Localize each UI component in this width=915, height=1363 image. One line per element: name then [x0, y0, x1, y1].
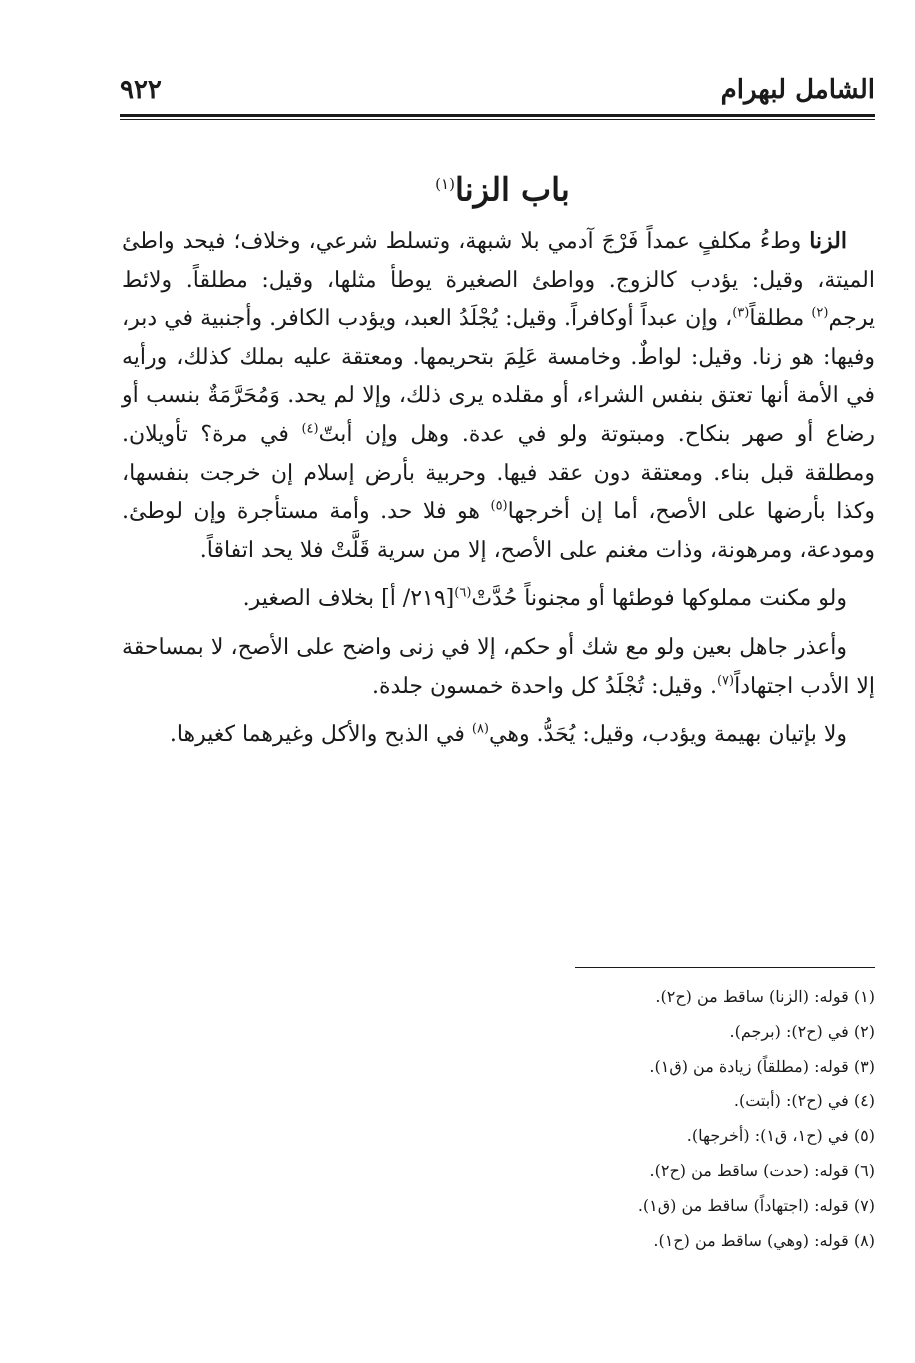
footnote: (٧) قوله: (اجتهاداً) ساقط من (ق١). [637, 1195, 875, 1215]
paragraph-lead-word: الزنا [809, 228, 847, 254]
footnote-ref: (٢) [811, 305, 829, 321]
footnote-separator [575, 967, 875, 968]
header-rule-thin [120, 119, 875, 120]
footnotes [300, 980, 875, 1258]
text-run: في الذبح والأكل وغيرهما كغيرها. [169, 722, 472, 748]
footnote: (٢) في (ح٢): (برجم). [729, 1021, 875, 1041]
footnote: (٨) قوله: (وهي) ساقط من (ح١). [653, 1230, 875, 1250]
footnote: (٣) قوله: (مطلقاً) زيادة من (ق١). [649, 1056, 875, 1076]
footnote-ref: (٥) [490, 498, 508, 514]
text-run: ، وإن عبداً أوكافراً. وقيل: يُجْلَدُ العبد، ويؤدب الكافر. وأجنبية في دبر، وفيها: هو زنا. وقيل: لواطٌ. وخامسة عَلِمَ بتحريمها. ومعتقة عليه بملك كذلك، ورأيه في الأمة أنها تعتق بنفس الشراء، أو مقلده يرى ذلك، وإلا لم يحد. وَمُحَرَّمَةٌ بنسب أو رضاع أو صهر بنكاح. ومبتوتة ولو في عدة. وهل وإن أبتّ [122, 306, 875, 447]
footnote: (٥) في (ح١، ق١): (أخرجها). [686, 1126, 875, 1146]
main-text [122, 222, 875, 765]
paragraph [122, 580, 875, 619]
footnote-ref: (٤) [301, 421, 319, 437]
header-rule [120, 114, 875, 117]
running-title: الشامل لبهرام [720, 75, 875, 105]
footnote: (٤) في (ح٢): (أبتت). [733, 1091, 875, 1111]
paragraph [122, 222, 875, 570]
footnote-ref: (٣) [732, 305, 750, 321]
footnote-ref: (١) [435, 175, 455, 193]
text-run: ولا بإتيان بهيمة ويؤدب، وقيل: يُحَدُّ. وهي [489, 722, 847, 748]
footnote: (٦) قوله: (حدت) ساقط من (ح٢). [649, 1160, 875, 1180]
footnote-ref: (٧) [716, 673, 735, 689]
text-run: مطلقاً [749, 306, 812, 332]
text-run: وطءُ مكلفٍ عمداً فَرْجَ آدمي بلا شبهة، وتسلط شرعي، وخلاف؛ فيحد واطئ الميتة، وقيل: يؤدب كالزوج. وواطئ الصغيرة يوطأ مثلها، وقيل: مطلقاً. ولائط يرجم [122, 229, 875, 332]
paragraph [122, 629, 875, 706]
text-run: هو فلا حد. وأمة مستأجرة وإن لوطئ. ومودعة، ومرهونة، وذات مغنم على الأصح، إلا من سرية قَلَّتْ فلا يحد اتفاقاً. [122, 499, 875, 563]
page-header [120, 70, 875, 118]
footnote-ref: (٦) [454, 586, 472, 602]
page-number: ٩٢٢ [120, 75, 162, 105]
footnote: (١) قوله: (الزنا) ساقط من (ح٢). [655, 987, 875, 1006]
text-run: . وقيل: تُجْلَدُ كل واحدة خمسون جلدة. [372, 673, 717, 699]
chapter-title [130, 160, 875, 214]
text-run: وأعذر جاهل بعين ولو مع شك أو حكم، إلا في زنى واضح على الأصح، لا بمساحقة إلا الأدب اجتهاداً [122, 634, 875, 699]
text-run: ولو مكنت مملوكها فوطئها أو مجنوناً حُدَّتْ [471, 586, 847, 612]
chapter-title-text: باب الزنا [454, 170, 570, 209]
text-run: [٢١٩/ أ] بخلاف الصغير. [242, 586, 455, 612]
text-run: في مرة؟ تأويلان. ومطلقة قبل بناء. ومعتقة دون عقد فيها. وحربية بأرض إسلام إن خرجت بنفسها، وكذا بأرضها على الأصح، أما إن أخرجها [122, 421, 875, 525]
footnote-ref: (٨) [471, 721, 489, 737]
paragraph [122, 716, 875, 755]
